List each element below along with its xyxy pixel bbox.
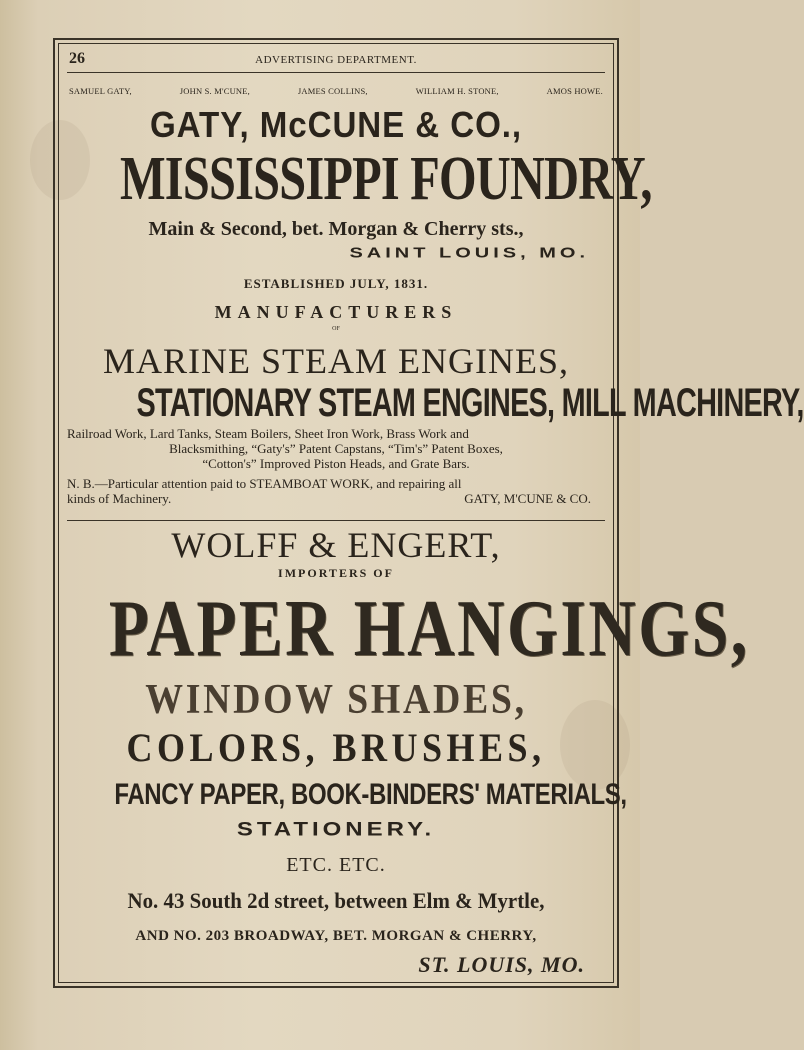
firm-name-wolff: WOLFF & ENGERT,: [171, 525, 501, 565]
manufacturers-heading: MANUFACTURERS: [214, 302, 458, 322]
paper-hangings-line: PAPER HANGINGS,: [108, 585, 750, 673]
colors-brushes-line: COLORS, BRUSHES,: [126, 725, 546, 770]
products-text-line: Railroad Work, Lard Tanks, Steam Boilers, Sheet Iron Work, Brass Work and: [67, 426, 469, 441]
foundry-name: MISSISSIPPI FOUNDRY,: [119, 145, 652, 213]
wolff-address-secondary: AND NO. 203 BROADWAY, BET. MORGAN & CHERRY,: [135, 928, 537, 944]
partner-name: JAMES COLLINS,: [297, 86, 368, 96]
stationery-line: STATIONERY.: [236, 818, 436, 841]
partner-name: AMOS HOWE.: [546, 86, 603, 96]
partner-names: [69, 86, 603, 96]
of-label: OF: [332, 326, 340, 332]
nota-bene-footer: [67, 491, 605, 507]
partner-name: JOHN S. M'CUNE,: [179, 86, 250, 96]
foundry-address: Main & Second, bet. Morgan & Cherry sts.,: [148, 218, 524, 240]
advertisement-frame: [53, 38, 804, 988]
marine-engines-line: MARINE STEAM ENGINES,: [103, 341, 569, 381]
products-text-line: “Cotton's” Improved Piston Heads, and Grate Bars.: [202, 456, 470, 471]
department-heading: ADVERTISING DEPARTMENT.: [255, 54, 417, 66]
importers-heading: IMPORTERS OF: [278, 566, 394, 580]
section-divider: [67, 520, 605, 521]
window-shades-line: WINDOW SHADES,: [145, 677, 527, 723]
nota-bene-signature: GATY, M'CUNE & CO.: [464, 491, 591, 506]
etc-line: ETC. ETC.: [286, 854, 386, 876]
nota-bene-text: kinds of Machinery.: [67, 491, 172, 506]
wolff-city: ST. LOUIS, MO.: [418, 952, 585, 977]
fancy-paper-line: FANCY PAPER, BOOK-BINDERS' MATERIALS,: [114, 778, 627, 811]
partner-name: SAMUEL GATY,: [69, 86, 132, 96]
page-number: 26: [69, 50, 85, 67]
firm-name-gaty: GATY, McCUNE & CO.,: [149, 104, 523, 145]
wolff-address-primary: No. 43 South 2d street, between Elm & Myrtle,: [127, 888, 545, 913]
foundry-city: SAINT LOUIS, MO.: [349, 244, 589, 262]
header-rule: [67, 72, 605, 73]
stationary-engines-line: STATIONARY STEAM ENGINES, MILL MACHINERY,: [136, 381, 804, 425]
products-text-line: Blacksmithing, “Gaty's” Patent Capstans, “Tim's” Patent Boxes,: [169, 441, 503, 456]
established-date: ESTABLISHED JULY, 1831.: [243, 276, 429, 291]
advertisement-inner-frame: [58, 43, 804, 983]
nota-bene-line: N. B.—Particular attention paid to STEAMBOAT WORK, and repairing all: [67, 476, 462, 491]
partner-name: WILLIAM H. STONE,: [415, 86, 499, 96]
